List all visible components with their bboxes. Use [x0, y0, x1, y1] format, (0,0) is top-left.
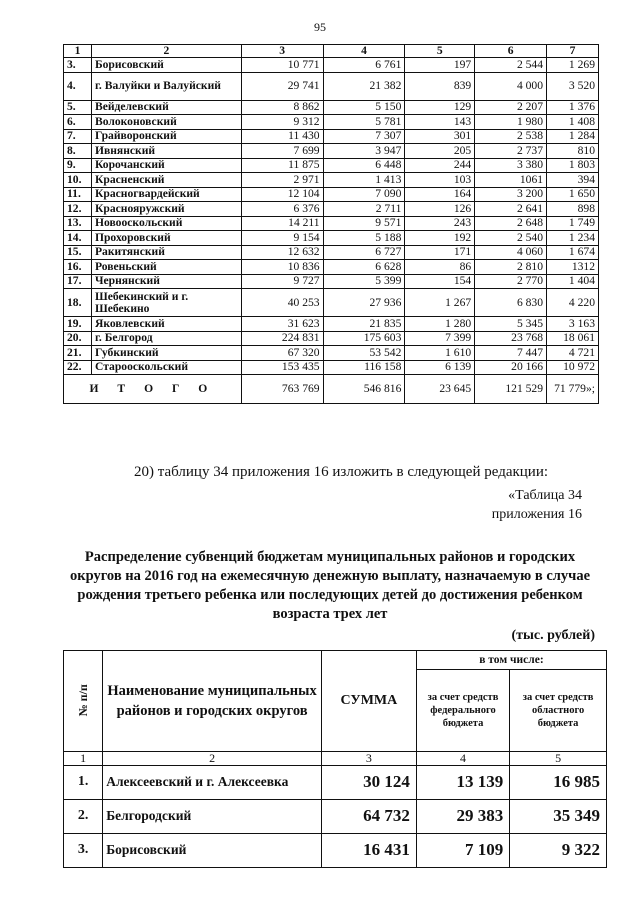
table-reference-line: «Таблица 34 [508, 488, 582, 503]
column-number: 1 [64, 752, 103, 766]
table-reference-line: приложения 16 [491, 507, 582, 522]
regional-value: 16 985 [510, 765, 607, 799]
col4-value: 1 413 [323, 173, 405, 188]
table-row [64, 202, 599, 217]
total-value: 763 769 [241, 375, 323, 404]
col4-value: 6 727 [323, 245, 405, 260]
row-number: 22. [64, 360, 92, 375]
district-name: Прохоровский [91, 231, 241, 246]
total-value: 153 435 [241, 360, 323, 375]
table-row [64, 58, 599, 73]
col5-value: 197 [405, 58, 475, 73]
total-value: 6 376 [241, 202, 323, 217]
total-value: 9 727 [241, 274, 323, 289]
col7-value: 898 [547, 202, 599, 217]
row-number: 8. [64, 144, 92, 159]
col6-value: 1061 [475, 173, 547, 188]
col6-value: 2 641 [475, 202, 547, 217]
district-name: Шебекинский и г. Шебекино [91, 289, 241, 317]
total-value: 12 104 [241, 187, 323, 202]
col7-value: 1 234 [547, 231, 599, 246]
col6-value: 20 166 [475, 360, 547, 375]
total-value: 29 741 [241, 72, 323, 100]
row-number: 20. [64, 331, 92, 346]
col6-value: 5 345 [475, 317, 547, 332]
district-name: Краснояружский [91, 202, 241, 217]
table-row [64, 173, 599, 188]
amendment-instruction: 20) таблицу 34 приложения 16 изложить в следующей редакции: [134, 464, 549, 480]
total-value: 11 430 [241, 129, 323, 144]
col5-value: 86 [405, 260, 475, 275]
col7-value: 18 061 [547, 331, 599, 346]
column-number: 4 [323, 45, 405, 58]
total-value: 224 831 [241, 331, 323, 346]
table-row [64, 765, 607, 799]
col7-value: 1 376 [547, 100, 599, 115]
col7-value: 1312 [547, 260, 599, 275]
col5-value: 1 267 [405, 289, 475, 317]
col6-value: 2 810 [475, 260, 547, 275]
col4-value: 6 761 [323, 58, 405, 73]
col6-value: 23 768 [475, 331, 547, 346]
total-value: 9 312 [241, 115, 323, 130]
col5-value: 126 [405, 202, 475, 217]
row-number: 14. [64, 231, 92, 246]
col5-value: 164 [405, 187, 475, 202]
total-value: 71 779»; [547, 375, 599, 404]
district-name: Борисовский [103, 833, 322, 867]
row-number: 3. [64, 58, 92, 73]
table-header-row [64, 651, 607, 670]
district-name: Новооскольский [91, 216, 241, 231]
row-number: 17. [64, 274, 92, 289]
district-name: Борисовский [91, 58, 241, 73]
col4-value: 175 603 [323, 331, 405, 346]
total-value: 121 529 [475, 375, 547, 404]
col7-value: 3 520 [547, 72, 599, 100]
col5-value: 6 139 [405, 360, 475, 375]
col5-value: 1 280 [405, 317, 475, 332]
col5-value: 301 [405, 129, 475, 144]
row-number: 11. [64, 187, 92, 202]
row-number: 21. [64, 346, 92, 361]
table-row [64, 129, 599, 144]
row-number: 13. [64, 216, 92, 231]
table-row [64, 72, 599, 100]
column-number: 3 [321, 752, 416, 766]
total-value: 8 862 [241, 100, 323, 115]
table-row [64, 187, 599, 202]
column-number-row [64, 752, 607, 766]
table-row [64, 274, 599, 289]
col4-value: 116 158 [323, 360, 405, 375]
district-name: г. Белгород [91, 331, 241, 346]
district-name: Белгородский [103, 799, 322, 833]
table-title: Распределение субвенций бюджетам муниципальных районов и городских округов на 2016 год на ежемесячную денежную выплату, назначаемую в случае рождения третьего ребенка или последующих детей до достижения ребенком возраста трех лет [69, 549, 591, 622]
col7-value: 1 803 [547, 158, 599, 173]
row-number: 1. [64, 765, 103, 799]
col4-value: 2 711 [323, 202, 405, 217]
col7-value: 1 650 [547, 187, 599, 202]
row-number: 2. [64, 799, 103, 833]
table-row [64, 260, 599, 275]
district-name: Корочанский [91, 158, 241, 173]
col7-value: 1 284 [547, 129, 599, 144]
col6-value: 2 737 [475, 144, 547, 159]
table-row [64, 115, 599, 130]
col5-value: 244 [405, 158, 475, 173]
district-name: Грайворонский [91, 129, 241, 144]
district-name: Чернянский [91, 274, 241, 289]
col4-value: 5 399 [323, 274, 405, 289]
row-number: 16. [64, 260, 92, 275]
row-number: 6. [64, 115, 92, 130]
total-value: 10 836 [241, 260, 323, 275]
row-number: 9. [64, 158, 92, 173]
col6-value: 2 538 [475, 129, 547, 144]
budget-table-continuation [63, 44, 599, 404]
header-regional-col: за счет средств областного бюджета [510, 670, 607, 752]
col4-value: 5 150 [323, 100, 405, 115]
col4-value: 5 781 [323, 115, 405, 130]
column-number: 6 [475, 45, 547, 58]
col4-value: 27 936 [323, 289, 405, 317]
sum-value: 64 732 [321, 799, 416, 833]
col6-value: 3 200 [475, 187, 547, 202]
total-value: 9 154 [241, 231, 323, 246]
col4-value: 3 947 [323, 144, 405, 159]
table-row [64, 144, 599, 159]
col4-value: 7 090 [323, 187, 405, 202]
table-header-row [64, 45, 599, 58]
col4-value: 21 382 [323, 72, 405, 100]
district-name: Губкинский [91, 346, 241, 361]
col5-value: 154 [405, 274, 475, 289]
total-value: 14 211 [241, 216, 323, 231]
table-row [64, 231, 599, 246]
col6-value: 4 060 [475, 245, 547, 260]
column-number: 3 [241, 45, 323, 58]
sum-value: 30 124 [321, 765, 416, 799]
col7-value: 1 404 [547, 274, 599, 289]
table-row [64, 158, 599, 173]
table-row [64, 100, 599, 115]
col6-value: 2 770 [475, 274, 547, 289]
table-row [64, 346, 599, 361]
total-value: 67 320 [241, 346, 323, 361]
col6-value: 6 830 [475, 289, 547, 317]
col5-value: 1 610 [405, 346, 475, 361]
row-number: 4. [64, 72, 92, 100]
header-sum-col: СУММА [321, 651, 416, 752]
sum-value: 16 431 [321, 833, 416, 867]
row-number: 3. [64, 833, 103, 867]
district-name: Ровеньский [91, 260, 241, 275]
total-label: И Т О Г О [64, 375, 242, 404]
row-number: 7. [64, 129, 92, 144]
page-number: 95 [314, 20, 326, 34]
col6-value: 7 447 [475, 346, 547, 361]
table-row [64, 216, 599, 231]
row-number: 10. [64, 173, 92, 188]
col4-value: 53 542 [323, 346, 405, 361]
col7-value: 1 269 [547, 58, 599, 73]
table-row [64, 799, 607, 833]
total-value: 12 632 [241, 245, 323, 260]
col6-value: 1 980 [475, 115, 547, 130]
units-label: (тыс. рублей) [511, 628, 595, 643]
district-name: Ивнянский [91, 144, 241, 159]
column-number: 1 [64, 45, 92, 58]
total-value: 40 253 [241, 289, 323, 317]
district-name: Красногвардейский [91, 187, 241, 202]
total-value: 7 699 [241, 144, 323, 159]
district-name: Яковлевский [91, 317, 241, 332]
table-row [64, 360, 599, 375]
col7-value: 10 972 [547, 360, 599, 375]
col5-value: 243 [405, 216, 475, 231]
column-number: 2 [103, 752, 322, 766]
total-value: 11 875 [241, 158, 323, 173]
col6-value: 4 000 [475, 72, 547, 100]
table-row [64, 331, 599, 346]
col6-value: 3 380 [475, 158, 547, 173]
col6-value: 2 540 [475, 231, 547, 246]
col5-value: 205 [405, 144, 475, 159]
row-number: 18. [64, 289, 92, 317]
district-name: Ракитянский [91, 245, 241, 260]
header-name-col: Наименование муниципальных районов и городских округов [103, 651, 322, 752]
col6-value: 2 544 [475, 58, 547, 73]
col7-value: 1 749 [547, 216, 599, 231]
table-row [64, 289, 599, 317]
subvention-table [63, 650, 607, 868]
header-including: в том числе: [416, 651, 606, 670]
total-value: 546 816 [323, 375, 405, 404]
district-name: Старооскольский [91, 360, 241, 375]
row-number: 5. [64, 100, 92, 115]
col5-value: 839 [405, 72, 475, 100]
total-row [64, 375, 599, 404]
table-reference [492, 486, 582, 524]
column-number: 2 [91, 45, 241, 58]
table-row [64, 245, 599, 260]
district-name: г. Валуйки и Валуйский [91, 72, 241, 100]
total-value: 23 645 [405, 375, 475, 404]
header-federal-col: за счет средств федерального бюджета [416, 670, 509, 752]
regional-value: 9 322 [510, 833, 607, 867]
col5-value: 7 399 [405, 331, 475, 346]
col4-value: 6 448 [323, 158, 405, 173]
total-value: 31 623 [241, 317, 323, 332]
col6-value: 2 207 [475, 100, 547, 115]
col4-value: 6 628 [323, 260, 405, 275]
col5-value: 171 [405, 245, 475, 260]
table-row [64, 317, 599, 332]
row-number: 15. [64, 245, 92, 260]
col4-value: 7 307 [323, 129, 405, 144]
col7-value: 1 408 [547, 115, 599, 130]
total-value: 10 771 [241, 58, 323, 73]
col7-value: 4 721 [547, 346, 599, 361]
district-name: Волоконовский [91, 115, 241, 130]
column-number: 4 [416, 752, 509, 766]
col7-value: 3 163 [547, 317, 599, 332]
district-name: Красненский [91, 173, 241, 188]
total-value: 2 971 [241, 173, 323, 188]
federal-value: 13 139 [416, 765, 509, 799]
federal-value: 7 109 [416, 833, 509, 867]
col5-value: 129 [405, 100, 475, 115]
col5-value: 103 [405, 173, 475, 188]
col7-value: 4 220 [547, 289, 599, 317]
col7-value: 810 [547, 144, 599, 159]
col5-value: 192 [405, 231, 475, 246]
col4-value: 21 835 [323, 317, 405, 332]
col4-value: 5 188 [323, 231, 405, 246]
col7-value: 394 [547, 173, 599, 188]
header-number-col: № п/п [64, 651, 103, 752]
col5-value: 143 [405, 115, 475, 130]
column-number: 5 [405, 45, 475, 58]
column-number: 7 [547, 45, 599, 58]
column-number: 5 [510, 752, 607, 766]
table-row [64, 833, 607, 867]
regional-value: 35 349 [510, 799, 607, 833]
federal-value: 29 383 [416, 799, 509, 833]
district-name: Алексеевский и г. Алексеевка [103, 765, 322, 799]
col7-value: 1 674 [547, 245, 599, 260]
row-number: 12. [64, 202, 92, 217]
col6-value: 2 648 [475, 216, 547, 231]
row-number: 19. [64, 317, 92, 332]
col4-value: 9 571 [323, 216, 405, 231]
district-name: Вейделевский [91, 100, 241, 115]
